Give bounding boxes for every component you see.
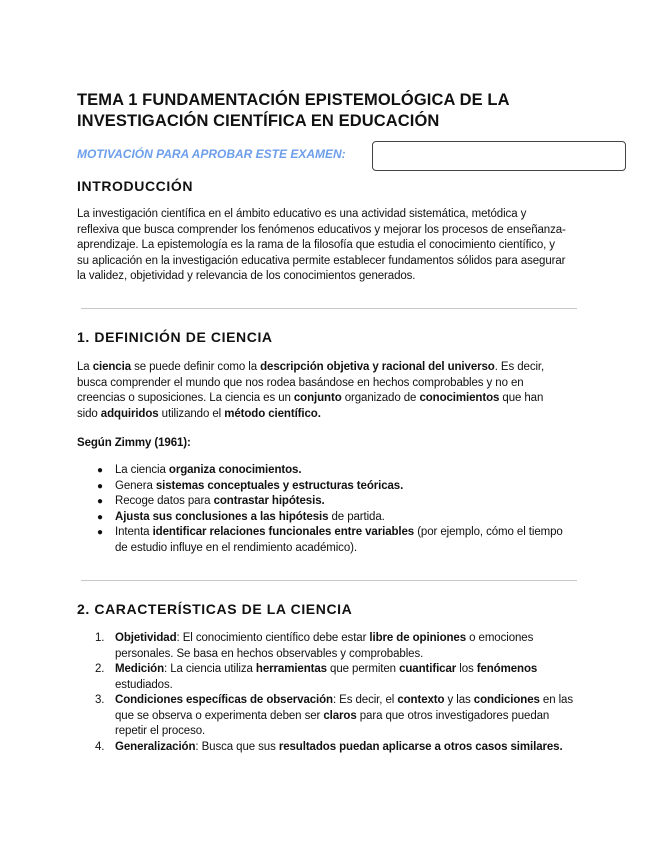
intro-heading: INTRODUCCIÓN — [77, 178, 194, 194]
section1-paragraph: La ciencia se puede definir como la descripción objetiva y racional del universo. Es decir, busca comprender el mundo que nos rodea basándose en hechos comprobables y no en creencias o suposiciones. La ciencia es un conjunto organizado de conocimientos que han sido adquiridos utilizando el método científico. — [77, 361, 545, 420]
list-item: 1. Objetividad: El conocimiento científico debe estar libre de opiniones o emociones personales. Se basa en hechos observables y comprobables. — [95, 632, 534, 660]
list-item: 2. Medición: La ciencia utiliza herramientas que permiten cuantificar los fenómenos estudiados. — [95, 663, 538, 691]
divider-1 — [81, 308, 577, 309]
list-item: ● Recoge datos para contrastar hipótesis. — [97, 495, 325, 507]
list-item: ● Ajusta sus conclusiones a las hipótesis de partida. — [97, 510, 385, 523]
page-title — [77, 90, 577, 132]
section2-heading: 2. CARACTERÍSTICAS DE LA CIENCIA — [77, 601, 353, 617]
motivation-row — [77, 141, 637, 171]
list-item: ● Intenta identificar relaciones funcionales entre variables (por ejemplo, cómo el tiempo de estudio influye en el rendimiento académico). — [97, 526, 563, 554]
intro-paragraph: La investigación científica en el ámbito educativo es una actividad sistemática, metódica y reflexiva que busca comprender los fenómenos educativos y mejorar los procesos de enseñanza-aprendizaje. La epistemología es la rama de la filosofía que estudia el conocimiento científico, y su aplicación en la investigación educativa permite establecer fundamentos sólidos para asegurar la validez, objetividad y relevancia de los conocimientos generados. — [77, 208, 566, 282]
characteristics-list — [77, 631, 577, 755]
list-item: ● La ciencia organiza conocimientos. — [97, 464, 302, 476]
title-line-1: TEMA 1 FUNDAMENTACIÓN EPISTEMOLÓGICA DE LA — [77, 91, 510, 109]
list-item: ● Genera sistemas conceptuales y estructuras teóricas. — [97, 479, 404, 492]
source-citation: Según Zimmy (1961): — [77, 437, 191, 449]
list-item: 3. Condiciones específicas de observación: Es decir, el contexto y las condiciones en las que se observa o experimenta deben ser claros para que otros investigadores puedan repetir el proceso. — [95, 694, 573, 737]
title-line-2: INVESTIGACIÓN CIENTÍFICA EN EDUCACIÓN — [77, 112, 440, 130]
features-list — [77, 463, 577, 556]
motivation-input[interactable] — [372, 141, 626, 171]
list-item: 4. Generalización: Busca que sus resultados puedan aplicarse a otros casos similares. — [95, 740, 563, 753]
section1-heading: 1. DEFINICIÓN DE CIENCIA — [77, 329, 273, 345]
motivation-label: MOTIVACIÓN PARA APROBAR ESTE EXAMEN: — [77, 147, 346, 161]
divider-2 — [81, 580, 577, 581]
